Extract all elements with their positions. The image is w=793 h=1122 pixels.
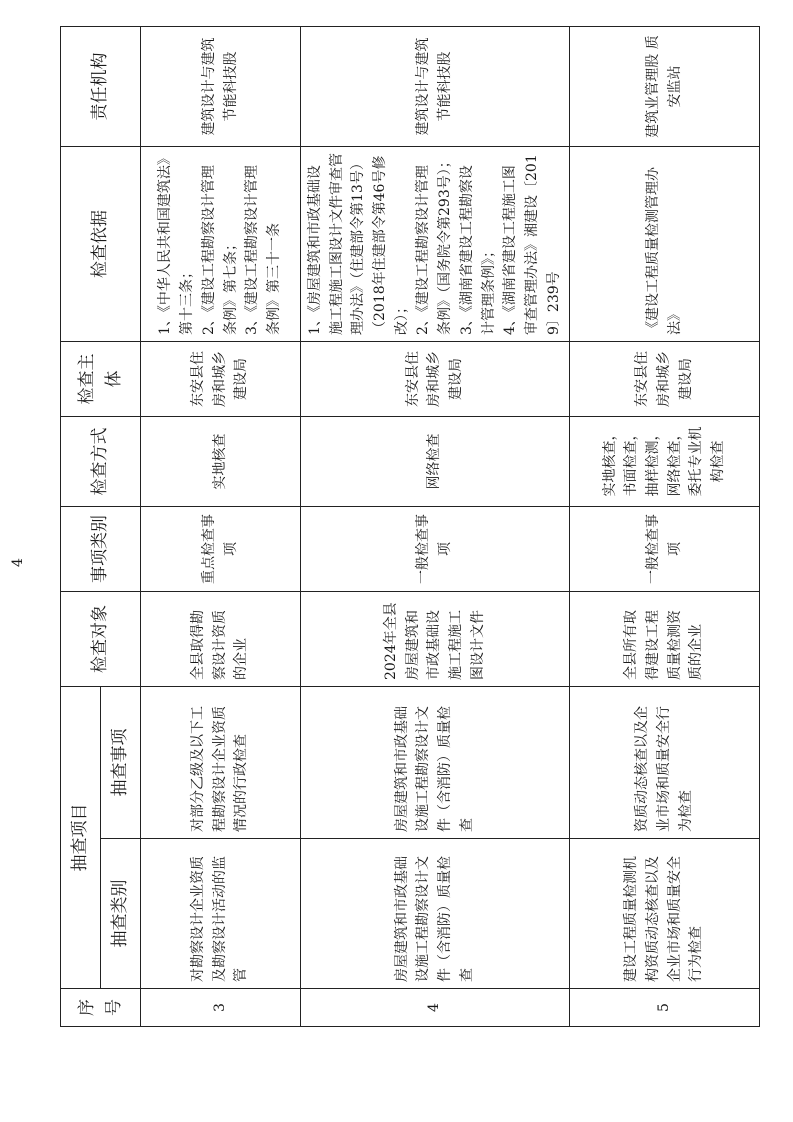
header-seq: 序号 bbox=[61, 989, 141, 1027]
row-responsible: 建筑设计与建筑节能科技股 bbox=[301, 27, 570, 147]
row-basis bbox=[301, 147, 570, 342]
header-method: 检查方式 bbox=[61, 417, 141, 507]
row-type: 一般检查事项 bbox=[570, 507, 760, 592]
row-category: 房屋建筑和市政基础设施工程勘察设计文件（含消防）质量检查 bbox=[301, 839, 570, 989]
row-item: 对部分乙级及以下工程勘察设计企业资质情况的行政检查 bbox=[141, 687, 301, 839]
header-basis: 检查依据 bbox=[61, 147, 141, 342]
row-type: 重点检查事项 bbox=[141, 507, 301, 592]
row-method: 网络检查 bbox=[301, 417, 570, 507]
row-basis bbox=[570, 147, 760, 342]
header-category: 抽查类别 bbox=[101, 839, 141, 989]
header-responsible: 责任机构 bbox=[61, 27, 141, 147]
row-responsible: 建筑设计与建筑节能科技股 bbox=[141, 27, 301, 147]
row-item: 房屋建筑和市政基础设施工程勘察设计文件（含消防）质量检查 bbox=[301, 687, 570, 839]
basis-line: 1、《中华人民共和国建筑法》第十三条； bbox=[157, 158, 196, 335]
table-row bbox=[141, 27, 301, 1027]
row-method: 实地核查，书面检查，抽样检测，网络检查，委托专业机构检查 bbox=[570, 417, 760, 507]
row-type: 一般检查事项 bbox=[301, 507, 570, 592]
row-method: 实地核查 bbox=[141, 417, 301, 507]
row-seq: 4 bbox=[301, 989, 570, 1027]
header-subject: 检查主体 bbox=[61, 342, 141, 417]
row-subject: 东安县住房和城乡建设局 bbox=[141, 342, 301, 417]
header-target: 检查对象 bbox=[61, 592, 141, 687]
basis-line: 3、《湖南省建设工程勘察设计管理条例》； bbox=[458, 165, 497, 335]
basis-line: 2、《建设工程勘察设计管理条例》（国务院令第293号）； bbox=[415, 154, 454, 335]
basis-line: 4、《湖南省建设工程施工图审查管理办法》湘建设〔2019〕239号 bbox=[502, 154, 562, 335]
row-subject: 东安县住房和城乡建设局 bbox=[570, 342, 760, 417]
row-subject: 东安县住房和城乡建设局 bbox=[301, 342, 570, 417]
row-item: 资质动态核查以及企业市场和质量安全行为检查 bbox=[570, 687, 760, 839]
row-target: 全县取得勘察设计资质的企业 bbox=[141, 592, 301, 687]
row-seq: 5 bbox=[570, 989, 760, 1027]
row-category: 对勘察设计企业资质及勘察设计活动的监管 bbox=[141, 839, 301, 989]
table-row bbox=[301, 27, 570, 1027]
inspection-table bbox=[60, 26, 760, 1027]
row-seq: 3 bbox=[141, 989, 301, 1027]
basis-line: 3、《建设工程勘察设计管理条例》第三十一条 bbox=[244, 165, 282, 335]
row-responsible: 建筑业管理股 质安监站 bbox=[570, 27, 760, 147]
row-category: 建设工程质量检测机构资质动态核查以及企业市场和质量安全行为检查 bbox=[570, 839, 760, 989]
header-project-group: 抽查项目 bbox=[61, 687, 101, 989]
header-item: 抽查事项 bbox=[101, 687, 141, 839]
table-row bbox=[570, 27, 760, 1027]
page-number: 4 bbox=[10, 558, 26, 567]
row-target: 2024年全县房屋建筑和市政基础设施工程施工图设计文件 bbox=[301, 592, 570, 687]
basis-line: 1、《房屋建筑和市政基础设施工程施工图设计文件审查管理办法》（住建部令第13号）（2018年住建部令第46号修改）； bbox=[307, 153, 410, 335]
row-target: 全县所有取得建设工程质量检测资质的企业 bbox=[570, 592, 760, 687]
row-basis bbox=[141, 147, 301, 342]
basis-line: 2、《建设工程勘察设计管理条例》第七条； bbox=[200, 165, 239, 335]
header-type: 事项类别 bbox=[61, 507, 141, 592]
basis-line: 《建设工程质量检测管理办法》 bbox=[645, 167, 683, 335]
